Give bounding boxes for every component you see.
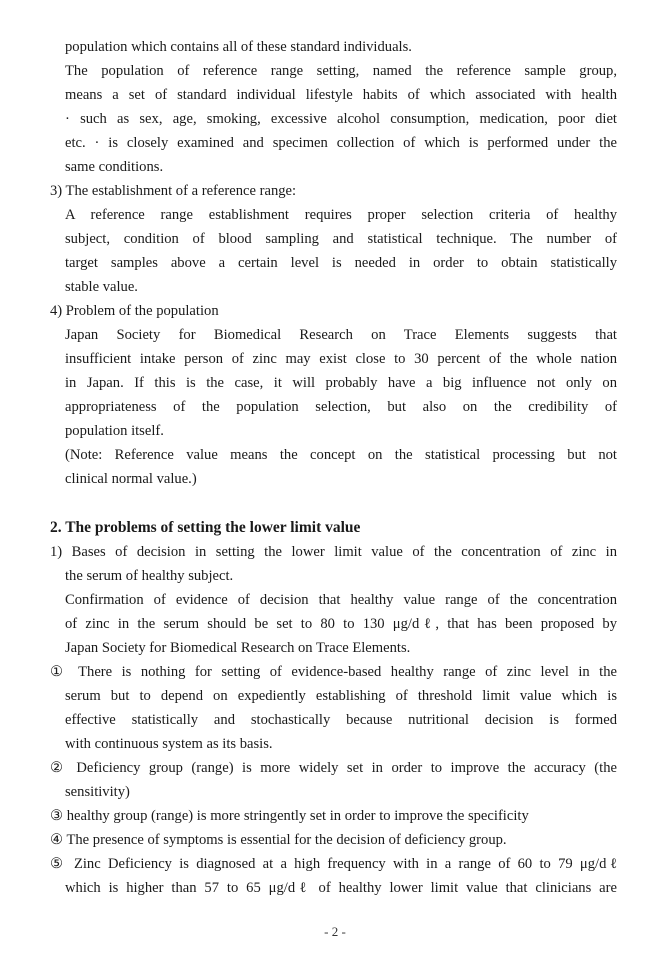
text-line: Confirmation of evidence of decision that healthy value range of the concentration [65,592,617,608]
text-line: subject, condition of blood sampling and statistical technique. The number of [65,231,617,247]
sub-item-title: 1) Bases of decision in setting the lower limit value of the concentration of zinc in [50,544,617,560]
text-line: in Japan. If this is the case, it will probably have a big influence not only on [65,375,617,391]
text-line: population which contains all of these standard individuals. [65,39,412,55]
note-line: (Note: Reference value means the concept on the statistical processing but not [65,447,617,463]
text-line: same conditions. [65,159,164,175]
point-line: ⑤ Zinc Deficiency is diagnosed at a high frequency with in a range of 60 to 79 μg/dℓ [50,856,617,872]
item-title: 4) Problem of the population [50,303,219,319]
text-line: stable value. [65,279,138,295]
text-line: · such as sex, age, smoking, excessive alcohol consumption, medication, poor diet [65,111,617,127]
point-line: ① There is nothing for setting of evidence-based healthy range of zinc level in the [50,664,617,680]
text-line: etc. · is closely examined and specimen collection of which is performed under the [65,135,617,151]
point-line: ③ healthy group (range) is more stringently set in order to improve the specificity [50,808,529,824]
point-line: which is higher than 57 to 65 μg/dℓ of healthy lower limit value that clinicians are [65,880,617,896]
text-line: appropriateness of the population selection, but also on the credibility of [65,399,617,415]
text-line: of zinc in the serum should be set to 80 to 130 μg/dℓ, that has been proposed by [65,616,617,632]
text-line: The population of reference range setting, named the reference sample group, [65,63,617,79]
point-line: serum but to depend on expediently establishing of threshold limit value which is [65,688,617,704]
note-line: clinical normal value.) [65,471,197,487]
point-line: with continuous system as its basis. [65,736,273,752]
text-line: A reference range establishment requires proper selection criteria of healthy [65,207,617,223]
item-title: 3) The establishment of a reference range: [50,183,297,199]
text-line: population itself. [65,423,164,439]
point-line: ② Deficiency group (range) is more widely set in order to improve the accuracy (the [50,760,617,776]
text-line: Japan Society for Biomedical Research on Trace Elements suggests that [65,327,617,343]
text-line: insufficient intake person of zinc may exist close to 30 percent of the whole nation [65,351,617,367]
text-line: means a set of standard individual lifestyle habits of which associated with health [65,87,617,103]
point-line: ④ The presence of symptoms is essential for the decision of deficiency group. [50,832,507,848]
page-number: - 2 - [324,924,346,939]
text-line: target samples above a certain level is needed in order to obtain statistically [65,255,617,271]
text-line: Japan Society for Biomedical Research on Trace Elements. [65,640,411,656]
point-line: sensitivity) [65,784,130,800]
section-heading: 2. The problems of setting the lower limit value [50,519,361,536]
point-line: effective statistically and stochastically because nutritional decision is formed [65,712,617,728]
sub-item-title: the serum of healthy subject. [65,568,234,584]
